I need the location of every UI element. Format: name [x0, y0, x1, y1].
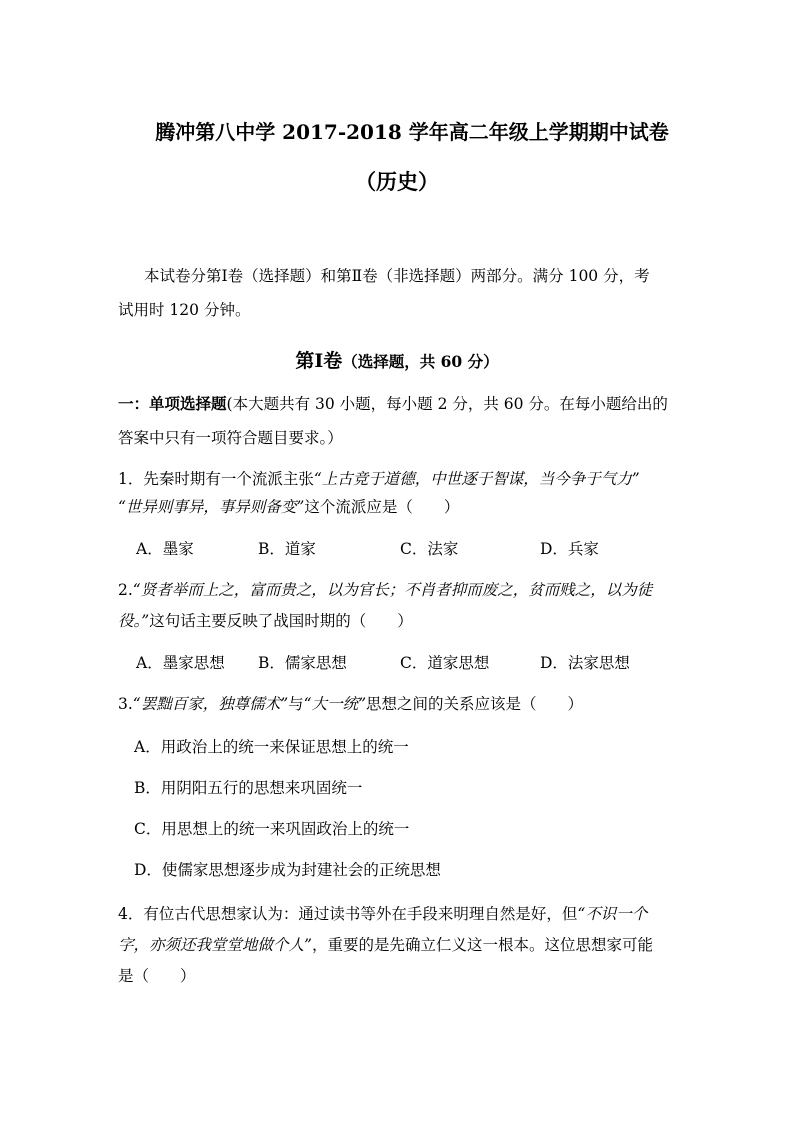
q3-num: 3. [118, 695, 133, 713]
q1-option-c: C．法家 [400, 540, 459, 558]
question-3-line-1 [118, 694, 678, 714]
question-1-line-1 [118, 469, 678, 489]
q2-option-a: A．墨家思想 [136, 654, 225, 672]
q3-quote-1: “罢黜百家，独尊儒术” [132, 695, 289, 713]
question-4-line-1 [118, 904, 678, 924]
exam-subject: （历史） [355, 169, 439, 194]
part1-line-1 [118, 394, 678, 414]
q3-option-d: D．使儒家思想逐步成为封建社会的正统思想 [134, 861, 441, 879]
question-2-line-2 [118, 611, 678, 631]
q2-quote-2: 役。” [118, 612, 150, 630]
q3-option-c: C．用思想上的统一来巩固政治上的统一 [134, 820, 410, 838]
q3-option-b: B．用阴阳五行的思想来巩固统一 [134, 779, 363, 797]
q1-quote-2: “世异则事异，事异则备变” [118, 498, 305, 516]
q3-text: 思想之间的关系应该是（ ） [366, 695, 584, 713]
q4-text-a: 4．有位古代思想家认为：通过读书等外在手段来明理自然是好，但 [118, 905, 578, 923]
question-4-line-2 [118, 935, 678, 955]
section-note: （选择题，共 60 分） [342, 352, 499, 371]
part1-label: 一：单项选择题 [118, 394, 227, 413]
exam-title: 腾冲第八中学 2017-2018 学年高二年级上学期期中试卷 [155, 120, 669, 144]
question-1-line-2 [118, 497, 678, 517]
q4-text-b: ，重要的是先确立仁义这一根本。这位思想家可能 [311, 936, 653, 954]
q4-quote-2: 字，亦须还我堂堂地做个人” [118, 936, 312, 954]
section-heading [0, 346, 794, 373]
part1-line-2: 答案中只有一项符合题目要求。） [118, 429, 343, 447]
q3-option-a: A．用政治上的统一来保证思想上的统一 [134, 738, 409, 756]
q2-option-d: D．法家思想 [540, 654, 630, 672]
q3-quote-2: “大一统” [303, 695, 367, 713]
q1-option-a: A．墨家 [136, 540, 194, 558]
q2-text: 这句话主要反映了战国时期的（ ） [149, 612, 413, 630]
q2-quote-1: “贤者举而上之，富而贵之，以为官长；不肖者抑而废之，贫而贱之，以为徒 [132, 581, 653, 599]
q1-option-b: B．道家 [258, 540, 316, 558]
q3-text-and: 与 [288, 695, 304, 713]
q1-text-a: 1．先秦时期有一个流派主张 [118, 470, 314, 488]
q4-quote-1: “不识一个 [577, 905, 648, 923]
intro-line-1: 本试卷分第Ⅰ卷（选择题）和第Ⅱ卷（非选择题）两部分。满分 100 分，考 [144, 267, 650, 285]
section-title: 第Ⅰ卷 [295, 350, 343, 372]
intro-line-2: 试用时 120 分钟。 [118, 301, 251, 319]
part1-desc-1: (本大题共有 30 小题，每小题 2 分，共 60 分。在每小题给出的 [226, 395, 668, 413]
q1-text-b: 这个流派应是（ ） [304, 498, 460, 516]
q1-option-d: D．兵家 [540, 540, 599, 558]
q2-option-b: B．儒家思想 [258, 654, 347, 672]
q1-quote-1: “上古竞于道德，中世逐于智谋，当今争于气力” [313, 470, 640, 488]
q2-num: 2. [118, 581, 133, 599]
question-4-line-3: 是（ ） [118, 967, 196, 985]
q2-option-c: C．道家思想 [400, 654, 490, 672]
question-2-line-1 [118, 580, 678, 600]
